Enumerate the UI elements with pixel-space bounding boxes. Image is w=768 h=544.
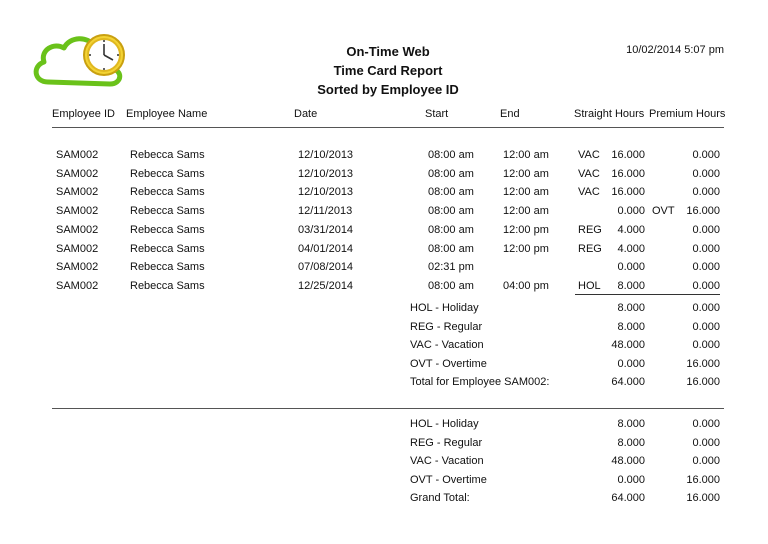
cell-premium-hours: 0.000 (692, 149, 720, 161)
cell-straight-code: REG (578, 223, 602, 236)
cloud-clock-icon (30, 30, 130, 90)
grand-summary-premium: 16.000 (686, 492, 720, 505)
cell-premium-hours: 16.000 (686, 205, 720, 218)
cell-date: 12/11/2013 (298, 205, 353, 218)
cell-premium-hours: 0.000 (692, 186, 720, 199)
cell-employee-name: Rebecca Sams (130, 223, 205, 236)
cell-employee-id: SAM002 (56, 205, 99, 218)
cell-end: 12:00 am (503, 167, 549, 180)
cell-straight-hours: 8.000 (617, 279, 645, 292)
grand-summary-premium: 0.000 (692, 455, 720, 468)
col-straight-hours: Straight Hours (574, 108, 645, 120)
cell-employee-name: Rebecca Sams (130, 186, 205, 199)
cell-employee-name: Rebecca Sams (130, 242, 205, 255)
cell-date: 07/08/2014 (298, 261, 354, 274)
cell-employee-name: Rebecca Sams (130, 261, 205, 274)
cell-premium-hours: 0.000 (692, 167, 720, 180)
report-subtitle: Time Card Report (333, 63, 443, 78)
grand-summary-label: REG - Regular (410, 436, 483, 449)
col-employee-name: Employee Name (126, 108, 208, 120)
cell-start: 08:00 am (428, 167, 474, 180)
cell-employee-id: SAM002 (56, 279, 99, 292)
cell-straight-code: VAC (578, 186, 600, 199)
cell-employee-id: SAM002 (56, 223, 99, 236)
col-start: Start (425, 108, 449, 120)
grand-total-rule (52, 408, 724, 409)
cell-start: 02:31 pm (428, 261, 474, 274)
cell-start: 08:00 am (428, 242, 474, 255)
cell-end: 12:00 pm (503, 223, 549, 236)
col-premium-hours: Premium Hours (649, 108, 726, 120)
grand-summary-straight: 8.000 (617, 418, 645, 430)
cell-start: 08:00 am (428, 279, 474, 292)
employee-summary-straight: 0.000 (617, 357, 645, 370)
cell-straight-code: HOL (578, 279, 601, 292)
employee-summary-label: VAC - Vacation (410, 339, 484, 352)
grand-summary-label: VAC - Vacation (410, 455, 484, 468)
report-datetime: 10/02/2014 5:07 pm (626, 44, 724, 56)
cell-premium-hours: 0.000 (692, 223, 720, 236)
cell-employee-name: Rebecca Sams (130, 167, 205, 180)
cell-end: 04:00 pm (503, 279, 549, 292)
cell-date: 03/31/2014 (298, 223, 354, 236)
grand-summary-label: OVT - Overtime (410, 473, 487, 486)
cell-start: 08:00 am (428, 186, 474, 199)
cell-premium-hours: 0.000 (692, 261, 720, 274)
cell-employee-name: Rebecca Sams (130, 205, 205, 218)
grand-summary-label: Grand Total: (410, 492, 470, 505)
cell-employee-id: SAM002 (56, 186, 99, 199)
cell-straight-hours: 16.000 (611, 149, 645, 161)
grand-summary-premium: 0.000 (692, 418, 720, 430)
cell-employee-id: SAM002 (56, 242, 99, 255)
employee-summary-premium: 16.000 (686, 357, 720, 370)
col-date: Date (294, 108, 318, 120)
cell-premium-code: OVT (652, 205, 675, 218)
cell-straight-code: REG (578, 242, 602, 255)
employee-summary-premium: 16.000 (686, 376, 720, 389)
cell-employee-name: Rebecca Sams (130, 279, 205, 292)
subtotal-rule (575, 294, 720, 295)
grand-summary-premium: 16.000 (686, 473, 720, 486)
cell-end: 12:00 am (503, 149, 549, 161)
employee-summary-premium: 0.000 (692, 302, 720, 314)
cell-straight-hours: 4.000 (617, 242, 645, 255)
col-end: End (500, 108, 520, 120)
cell-straight-hours: 0.000 (617, 205, 645, 218)
grand-summary-label: HOL - Holiday (410, 418, 479, 430)
grand-summary-straight: 0.000 (617, 473, 645, 486)
report-title: On-Time Web (346, 44, 430, 59)
cell-straight-hours: 16.000 (611, 167, 645, 180)
cell-premium-hours: 0.000 (692, 242, 720, 255)
employee-summary-label: REG - Regular (410, 320, 483, 333)
grand-summary-premium: 0.000 (692, 436, 720, 449)
cell-date: 12/10/2013 (298, 149, 354, 161)
employee-summary-label: HOL - Holiday (410, 302, 479, 314)
cell-end: 12:00 am (503, 186, 549, 199)
report-sort-order: Sorted by Employee ID (317, 82, 459, 97)
cell-date: 04/01/2014 (298, 242, 354, 255)
grand-summary-straight: 48.000 (611, 455, 645, 468)
cell-date: 12/10/2013 (298, 186, 354, 199)
employee-summary-straight: 48.000 (611, 339, 645, 352)
grand-summary-straight: 8.000 (617, 436, 645, 449)
employee-summary-premium: 0.000 (692, 339, 720, 352)
cell-employee-id: SAM002 (56, 167, 99, 180)
cell-straight-code: VAC (578, 167, 600, 180)
cell-straight-hours: 0.000 (617, 261, 645, 274)
cell-start: 08:00 am (428, 205, 474, 218)
cell-start: 08:00 am (428, 149, 474, 161)
employee-summary-straight: 8.000 (617, 302, 645, 314)
cell-employee-id: SAM002 (56, 149, 99, 161)
cell-start: 08:00 am (428, 223, 474, 236)
cell-end: 12:00 am (503, 205, 549, 218)
cell-employee-name: Rebecca Sams (130, 149, 205, 161)
cell-straight-code: VAC (578, 149, 600, 161)
cell-premium-hours: 0.000 (692, 279, 720, 292)
cell-employee-id: SAM002 (56, 261, 99, 274)
employee-summary-straight: 8.000 (617, 320, 645, 333)
cell-date: 12/25/2014 (298, 279, 354, 292)
employee-summary-straight: 64.000 (611, 376, 645, 389)
employee-summary-premium: 0.000 (692, 320, 720, 333)
cell-straight-hours: 4.000 (617, 223, 645, 236)
cell-date: 12/10/2013 (298, 167, 354, 180)
employee-summary-label: Total for Employee SAM002: (410, 376, 550, 389)
grand-summary-straight: 64.000 (611, 492, 645, 505)
col-employee-id: Employee ID (52, 108, 115, 120)
cell-straight-hours: 16.000 (611, 186, 645, 199)
employee-summary-label: OVT - Overtime (410, 357, 487, 370)
cell-end: 12:00 pm (503, 242, 549, 255)
header-rule (52, 127, 724, 128)
